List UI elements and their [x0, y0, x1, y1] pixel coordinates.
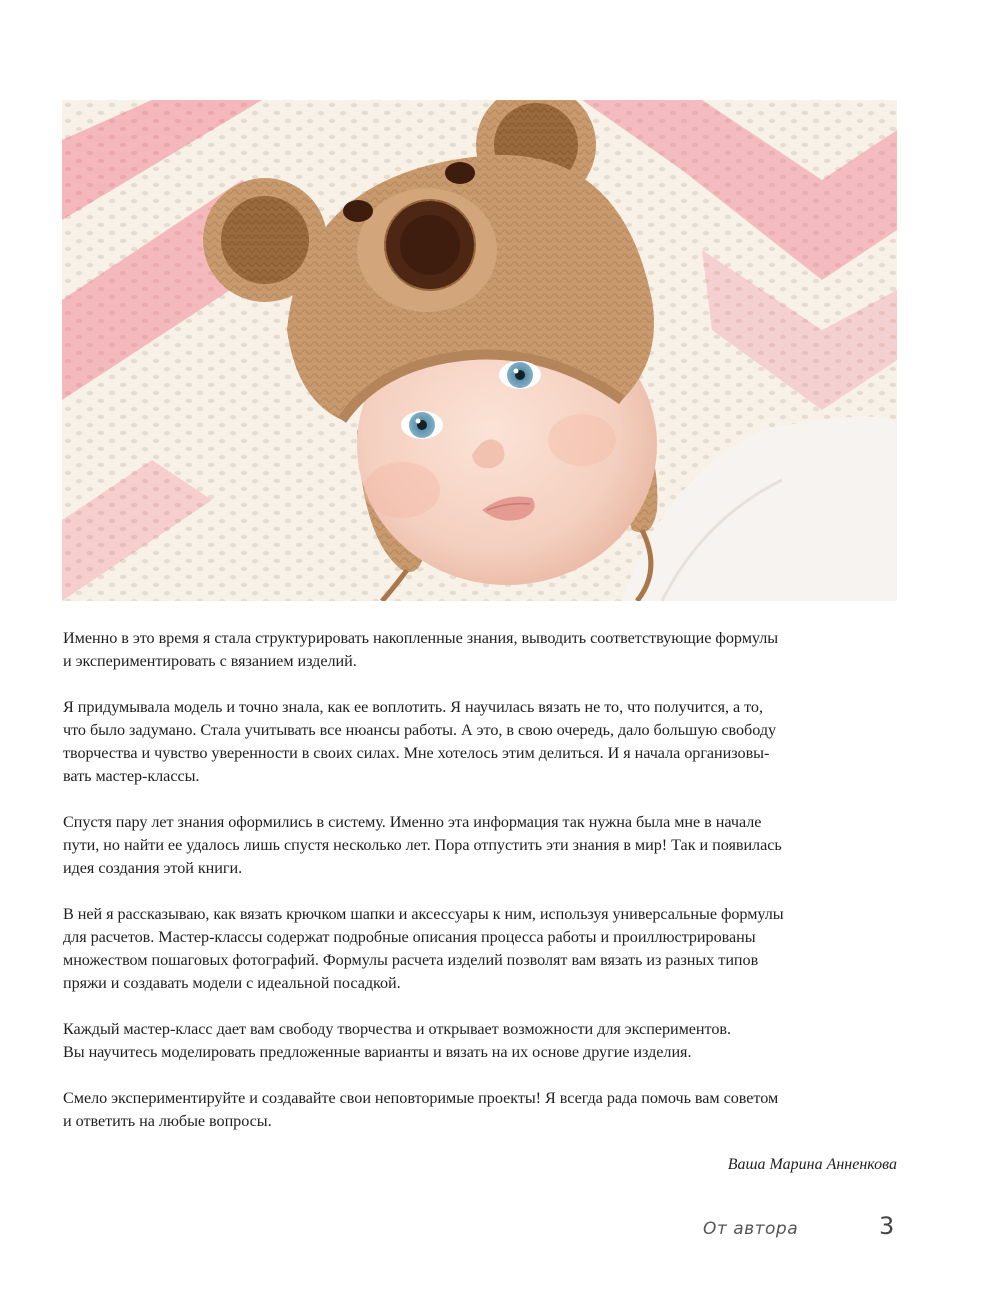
paragraph-2: [63, 696, 903, 788]
paragraph-line: В ней я рассказываю, как вязать крючком шапки и аксессуары к ним, используя универсальные формулы: [63, 905, 784, 923]
paragraph-6: [63, 1087, 903, 1133]
paragraph-line: идея создания этой книги.: [63, 859, 243, 877]
paragraph-line: пути, но найти ее удалось лишь спустя несколько лет. Пора отпустить эти знания в мир! Так и появилась: [63, 836, 782, 854]
paragraph-line: творчества и чувство уверенности в своих силах. Мне хотелось этим делиться. И я начала организовы-: [63, 744, 770, 762]
page-number: 3: [879, 1212, 895, 1240]
paragraph-1: [63, 627, 903, 673]
footer-section-title: От автора: [703, 1219, 799, 1239]
paragraph-line: множеством пошаговых фотографий. Формулы расчета изделий позволят вам вязать из разных типов: [63, 951, 759, 969]
paragraph-line: Смело экспериментируйте и создавайте свои неповторимые проекты! Я всегда рада помочь вам советом: [63, 1089, 779, 1107]
paragraph-4: [63, 903, 903, 995]
paragraph-line: для расчетов. Мастер-классы содержат подробные описания процесса работы и проиллюстрированы: [63, 928, 756, 946]
paragraph-3: [63, 811, 903, 880]
paragraph-line: Каждый мастер-класс дает вам свободу творчества и открывает возможности для экспериментов.: [63, 1020, 731, 1038]
paragraph-line: и ответить на любые вопросы.: [63, 1112, 272, 1130]
hero-photo: [62, 100, 897, 601]
paragraph-line: Вы научитесь моделировать предложенные варианты и вязать на их основе другие изделия.: [63, 1043, 692, 1061]
article-body: [63, 627, 903, 1156]
paragraph-line: вать мастер-классы.: [63, 767, 200, 785]
paragraph-5: [63, 1018, 903, 1064]
paragraph-line: пряжи и создавать модели с идеальной посадкой.: [63, 974, 401, 992]
baby-in-bear-hat-illustration: [62, 100, 897, 601]
paragraph-line: что было задумано. Стала учитывать все нюансы работы. А это, в свою очередь, дало большую свободу: [63, 721, 777, 739]
paragraph-line: Именно в это время я стала структурировать накопленные знания, выводить соответствующие формулы: [63, 629, 779, 647]
author-signature: Ваша Марина Анненкова: [727, 1156, 897, 1173]
paragraph-line: Я придумывала модель и точно знала, как ее воплотить. Я научилась вязать не то, что получится, а то,: [63, 698, 763, 716]
paragraph-line: и экспериментировать с вязанием изделий.: [63, 652, 357, 670]
paragraph-line: Спустя пару лет знания оформились в систему. Именно эта информация так нужна была мне в начале: [63, 813, 762, 831]
